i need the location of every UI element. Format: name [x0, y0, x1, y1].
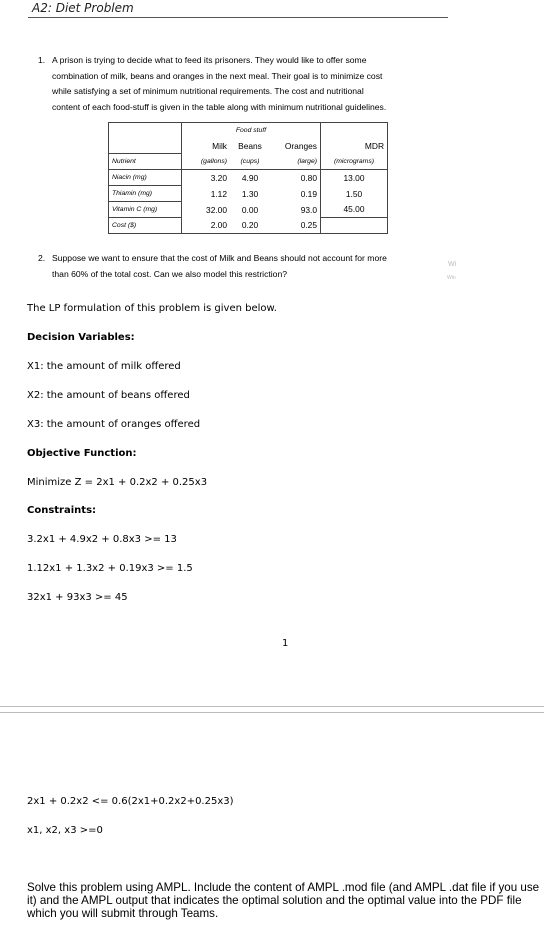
constraint: 2x1 + 0.2x2 <= 0.6(2x1+0.2x2+0.25x3) [27, 796, 234, 807]
decision-variable: X3: the amount of oranges offered [27, 419, 201, 430]
table-cell: 13.00 [321, 170, 388, 186]
unit-oranges: (large) [270, 154, 321, 170]
row-label: Niacin (mg) [109, 170, 182, 186]
unit-milk: (gallons) [182, 154, 231, 170]
table-cell: 0.00 [241, 204, 259, 215]
table-cell: 93.0 [270, 202, 321, 218]
column-header-milk: Milk [182, 138, 231, 154]
unit-mdr: (micrograms) [321, 154, 388, 170]
table-cell: 2.00 [182, 218, 231, 234]
objective-heading: Objective Function: [27, 448, 137, 459]
table-row [109, 170, 388, 186]
decision-variable: X2: the amount of beans offered [27, 390, 190, 401]
problem-2-line: Suppose we want to ensure that the cost of Milk and Beans should not account for more [52, 253, 387, 263]
problem-1-number: 1. [38, 55, 46, 65]
table-cell: 1.12 [182, 186, 231, 202]
table-cell [109, 138, 182, 154]
column-header-oranges: Oranges [270, 138, 321, 154]
constraints-heading: Constraints: [27, 505, 97, 516]
problem-1 [38, 53, 468, 115]
food-stuff-header: Food stuff [182, 123, 321, 139]
title-underline [28, 17, 448, 18]
table-cell [321, 218, 388, 234]
problem-2 [38, 251, 458, 282]
nonnegativity-constraint: x1, x2, x3 >=0 [27, 825, 103, 836]
column-header-mdr: MDR [321, 138, 388, 154]
problem-1-line: content of each food-stuff is given in the table along with minimum nutritional guidelines. [52, 101, 387, 112]
row-label: Cost ($) [109, 218, 182, 234]
problem-2-line: than 60% of the total cost. Can we also model this restriction? [52, 268, 288, 279]
decision-variable: X1: the amount of milk offered [27, 361, 181, 372]
column-header-beans: Beans [238, 140, 262, 151]
problem-1-line: combination of milk, beans and oranges in the next meal. Their goal is to minimize cost [52, 70, 383, 81]
page-separator [0, 712, 544, 713]
nutrient-label: Nutrient [109, 154, 182, 170]
watermark-text: Win [447, 275, 456, 281]
table-cell: 0.80 [270, 170, 321, 186]
table-cell: 4.90 [241, 172, 259, 183]
watermark-text: Wi [448, 261, 457, 268]
page-separator [0, 706, 544, 707]
page-number: 1 [282, 638, 289, 649]
table-corner [109, 123, 182, 139]
table-cell: 3.20 [182, 170, 231, 186]
final-instruction: Solve this problem using AMPL. Include the content of AMPL .mod file (and AMPL .dat file if you use it) and the AMPL output that indicates the optimal solution and the optimal value into the PDF file which you will submit through Teams. [27, 881, 540, 920]
table-row [109, 202, 388, 218]
constraint: 3.2x1 + 4.9x2 + 0.8x3 >= 13 [27, 534, 177, 545]
problem-1-line: while satisfying a set of minimum nutritional requirements. The cost and nutritional [52, 86, 364, 96]
constraint: 32x1 + 93x3 >= 45 [27, 592, 128, 603]
table-corner-right [321, 123, 388, 139]
decision-variables-heading: Decision Variables: [27, 332, 135, 343]
table-cell: 1.50 [321, 186, 388, 202]
nutrition-table [108, 122, 388, 234]
table-cell: 32.00 [182, 202, 231, 218]
unit-beans: (cups) [230, 154, 270, 170]
table-cell: 1.30 [241, 188, 259, 199]
table-cell: 0.20 [230, 218, 270, 234]
table-cell: 45.00 [321, 202, 388, 218]
objective-function: Minimize Z = 2x1 + 0.2x2 + 0.25x3 [27, 477, 208, 488]
constraint: 1.12x1 + 1.3x2 + 0.19x3 >= 1.5 [27, 563, 193, 574]
table-cell: 0.19 [270, 186, 321, 202]
row-label: Vitamin C (mg) [109, 202, 182, 218]
lp-intro: The LP formulation of this problem is given below. [27, 303, 277, 314]
table-cell: 0.25 [270, 218, 321, 234]
table-row [109, 186, 388, 202]
document-title: A2: Diet Problem [32, 1, 134, 15]
problem-2-number: 2. [38, 253, 46, 263]
row-label: Thiamin (mg) [109, 186, 182, 202]
problem-1-line: A prison is trying to decide what to feed its prisoners. They would like to offer some [52, 55, 367, 65]
table-row [109, 218, 388, 234]
